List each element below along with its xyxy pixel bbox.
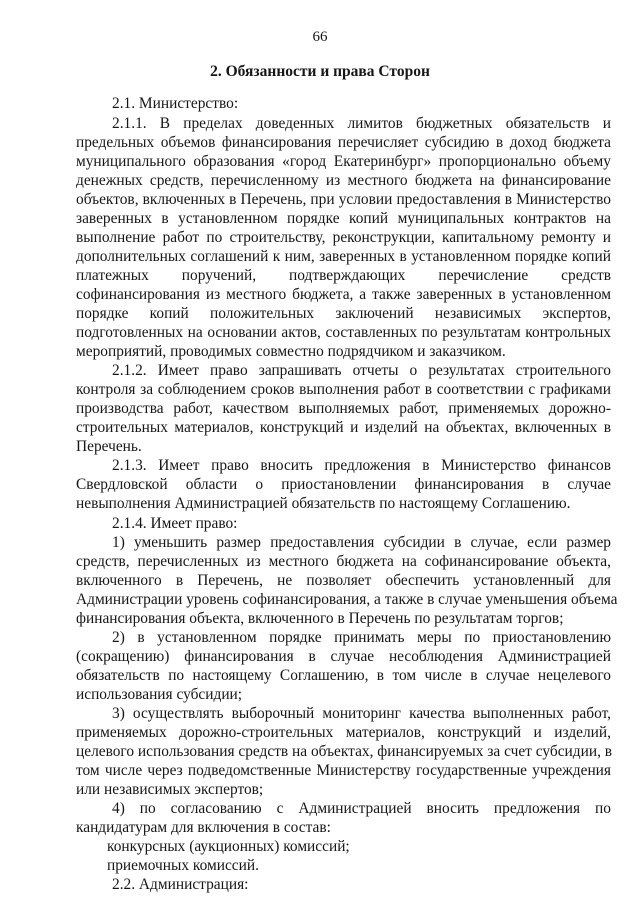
clause-2-1-1-line: выполнение работ по строительству, реконструкции, капитальному ремонту и: [76, 229, 611, 246]
right-item-1-line: средств, перечисленных из местного бюджета на софинансирование объекта,: [76, 553, 611, 570]
clause-2-1-3-line: 2.1.3. Имеет право вносить предложения в Министерство финансов: [112, 457, 611, 474]
right-item-2-line: (сокращению) финансирования в случае несоблюдения Администрацией: [76, 648, 611, 665]
clause-2-1-4-heading: 2.1.4. Имеет право:: [112, 515, 238, 532]
right-item-1-line: Администрации уровень софинансирования, а также в случае уменьшения объема: [76, 591, 618, 608]
clause-2-1-2-line: строительных материалов, конструкций и изделий на объектах, включенных в: [76, 419, 611, 436]
clause-2-1-3-line: Свердловской области о приостановлении финансирования в случае: [76, 476, 611, 493]
right-item-3-line: целевого использования средств на объектах, финансируемых за счет субсидии, в: [76, 743, 613, 760]
clause-2-1-1-line: 2.1.1. В пределах доведенных лимитов бюджетных обязательств и: [112, 115, 611, 132]
right-item-4-line: кандидатурам для включения в состав:: [76, 819, 331, 836]
clause-2-1-2-line: Перечень.: [76, 438, 142, 455]
clause-2-1-1-line: денежных средств, перечисленному из местного бюджета на финансирование: [76, 172, 611, 189]
right-item-2-line: обязательств по настоящему Соглашению, в том числе в случае нецелевого: [76, 667, 611, 684]
clause-2-1-2-line: производства работ, качеством выполняемых работ, применяемых дорожно-: [76, 400, 611, 417]
section-title: 2. Обязанности и права Сторон: [210, 63, 430, 80]
clause-2-1-1-line: объектов, включенных в Перечень, при условии предоставления в Министерство: [76, 191, 611, 208]
right-item-3-line: или независимых экспертов;: [76, 781, 264, 798]
clause-2-1-1-line: порядке копий положительных заключений независимых экспертов,: [76, 305, 611, 322]
clause-2-1-1-line: подготовленных на основании актов, составленных по результатам контрольных: [76, 324, 611, 341]
right-item-3-line: 3) осуществлять выборочный мониторинг качества выполненных работ,: [112, 705, 611, 722]
right-item-3-line: том числе через подведомственные Министерству государственные учреждения: [76, 762, 611, 779]
clause-2-2-heading: 2.2. Администрация:: [112, 876, 249, 893]
right-item-1-line: включенного в Перечень, не позволяет обеспечить установленный для: [76, 572, 611, 589]
clause-2-1-1-line: предельных объемов финансирования перечисляет субсидию в доход бюджета: [76, 134, 611, 151]
clause-2-1-heading: 2.1. Министерство:: [112, 95, 239, 112]
clause-2-1-1-line: софинансирования из местного бюджета, а также заверенных в установленном: [76, 286, 611, 303]
right-item-1-line: финансирования объекта, включенного в Перечень по результатам торгов;: [76, 610, 564, 627]
commission-item: приемочных комиссий.: [107, 857, 259, 874]
clause-2-1-1-line: платежных поручений, подтверждающих перечисление средств: [76, 267, 611, 284]
right-item-4-line: 4) по согласованию с Администрацией вносить предложения по: [112, 800, 611, 817]
right-item-3-line: применяемых дорожно-строительных материалов, конструкций и изделий,: [76, 724, 611, 741]
clause-2-1-1-line: заверенных в установленном порядке копий муниципальных контрактов на: [76, 210, 611, 227]
clause-2-1-1-line: муниципального образования «город Екатеринбург» пропорционально объему: [76, 153, 611, 170]
clause-2-1-2-line: контроля за соблюдением сроков выполнения работ в соответствии с графиками: [76, 381, 611, 398]
clause-2-1-1-line: дополнительных соглашений к ним, заверенных в установленном порядке копий: [76, 248, 611, 265]
clause-2-1-3-line: невыполнения Администрацией обязательств по настоящему Соглашению.: [76, 495, 571, 512]
right-item-2-line: 2) в установленном порядке принимать меры по приостановлению: [112, 629, 611, 646]
commission-item: конкурсных (аукционных) комиссий;: [107, 838, 350, 855]
clause-2-1-2-line: 2.1.2. Имеет право запрашивать отчеты о результатах строительного: [112, 362, 611, 379]
right-item-1-line: 1) уменьшить размер предоставления субсидии в случае, если размер: [112, 534, 611, 551]
clause-2-1-1-line: мероприятий, проводимых совместно подрядчиком и заказчиком.: [76, 343, 506, 360]
right-item-2-line: использования субсидии;: [76, 686, 243, 703]
page-number: 66: [312, 29, 328, 45]
